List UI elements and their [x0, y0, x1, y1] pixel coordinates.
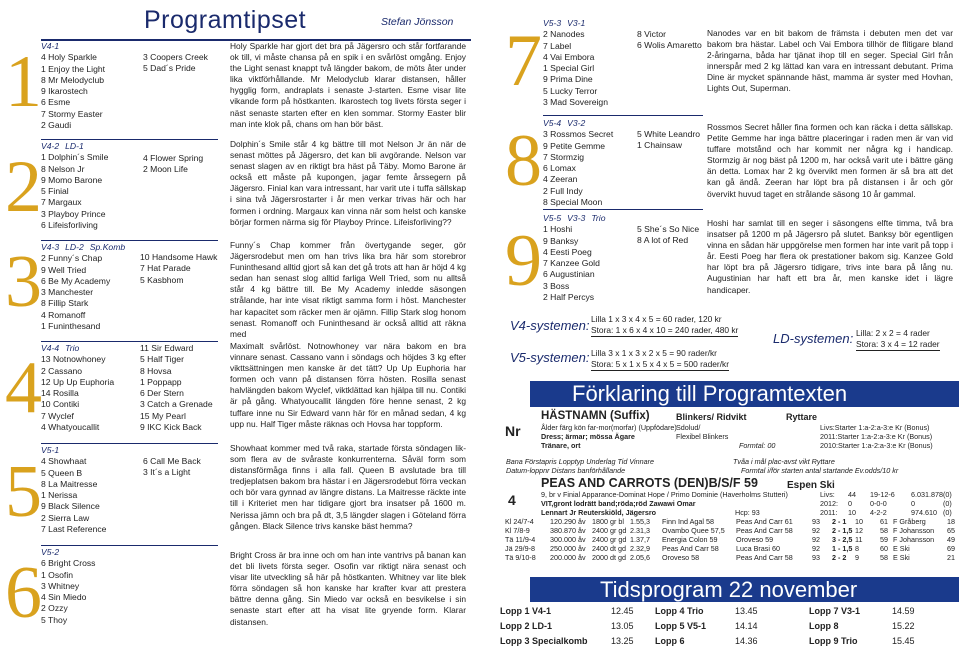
- horse-hcp: Hcp: 93: [735, 508, 760, 517]
- tip-horse: 7 Last Reference: [41, 524, 107, 535]
- race-game-type: V4-4: [41, 343, 60, 353]
- start-cell: 1800 gr bl: [592, 517, 624, 526]
- start-cell: E Ski: [893, 553, 910, 562]
- start-cell: 65: [947, 526, 955, 535]
- ld-large: Stora: 3 x 4 = 12 rader: [856, 339, 940, 351]
- expl-name: HÄSTNAMN (Suffix): [541, 410, 650, 422]
- tip-horse: 3 Whitney: [41, 580, 80, 591]
- start-cell: F Johansson: [893, 535, 935, 544]
- reserve-horse: 5 White Leandro: [637, 129, 701, 139]
- race-comment: Dolphin´s Smile står 4 kg bättre till mot Nelson Jr än när de senast möttes på Jägersro, det kan bli avgörande. Nelson var senast slagen av en riktigt bra häst på Täby. Momo Barone är också ett måste på kupongen, jagar femte årssegern på Jägersro. Finial kan vara intressant, har varit ute i tuffa sällskap i sina två Jägersrostarter i år men verkar trivas här och har formen i ordning. Margaux kan vinna när som helst och kanske börjar formen närma sig för Playboy Prince. Lifeisforliving??: [230, 139, 466, 227]
- race-game-type: LD-2: [65, 242, 84, 252]
- tip-horse: 2 Funny´s Chap: [41, 253, 103, 264]
- reserve-horse: 3 Catch a Grenade: [140, 399, 213, 410]
- tip-horse: 7 Wyclef: [41, 410, 74, 421]
- race-number: 2: [5, 146, 42, 228]
- reserve-horse: 11 Sir Edward: [140, 343, 194, 353]
- tip-horse: 4 Showhaat: [41, 456, 87, 467]
- stat-cell: 0-0-0: [870, 499, 887, 508]
- expl-line2: Ålder färg kön far-mor(morfar) (Uppfödare): [541, 423, 677, 432]
- schedule-race: Lopp 4 Trio: [655, 606, 704, 616]
- expl-line2b: Sdolud/: [676, 423, 701, 432]
- tip-horse: 7 Stormzig: [543, 151, 585, 162]
- race-6: [41, 547, 95, 626]
- reserve-horse: 6 Wolis Amaretto: [637, 40, 702, 51]
- tip-horse: 2 Half Percys: [543, 292, 595, 303]
- start-cell: Kl 24/7-4: [505, 517, 534, 526]
- race-header: [543, 213, 611, 224]
- schedule-race: Lopp 7 V3-1: [809, 606, 861, 616]
- tip-horse: 7 Label: [543, 40, 572, 51]
- start-cell: 1.55,3: [630, 517, 650, 526]
- reserve-horse: 5 She´s So Nice: [637, 224, 700, 234]
- tip-horse: 3 Rossmos Secret: [543, 129, 614, 140]
- start-cell: Oroveso 58: [662, 553, 700, 562]
- reserve-horse: 4 Flower Spring: [143, 153, 204, 163]
- start-cell: 120.290 åv: [550, 517, 586, 526]
- horse-line2: 9, br v Finial Apparance-Dominat Hope / Primo Dominie (Haverholms Stutteri): [541, 490, 788, 499]
- expl-header1: Bana Förstapris Lopptyp Underlag Tid Vinnare: [506, 457, 655, 466]
- schedule-banner: Tidsprogram 22 november: [530, 577, 959, 602]
- tip-horse: 2 Cassano: [41, 365, 83, 376]
- race-3-reserves: [140, 252, 217, 286]
- v4-systems-label: V4-systemen:: [510, 318, 590, 333]
- start-cell: 10: [855, 517, 863, 526]
- reserve-horse: 9 IKC Kick Back: [140, 422, 202, 433]
- race-divider: [41, 545, 218, 546]
- race-game-type: V3-3: [567, 213, 586, 223]
- page-title: Programtipset: [144, 6, 307, 34]
- ld-systems-label: LD-systemen:: [773, 331, 854, 346]
- start-cell: 92: [812, 526, 820, 535]
- start-cell: 3 - 2,5: [832, 535, 853, 544]
- reserve-horse: 6 Call Me Back: [143, 456, 201, 466]
- tip-horse: 1 Osofin: [41, 569, 74, 580]
- tip-horse: 5 Lucky Terror: [543, 85, 598, 96]
- horse-line3: VIT,gront lodrätt band;röda;röd Zawawi Omar: [541, 499, 696, 508]
- tip-horse: 6 Be My Academy: [41, 275, 111, 286]
- expl-line3b: Flexibel Blinkers: [676, 432, 729, 441]
- race-divider: [543, 115, 703, 116]
- expl-header1b: Tvåa i mål plac-avst vikt Ryttare: [733, 457, 835, 466]
- stat-cell: (0): [943, 508, 952, 517]
- expl-line4c: 2010:Starter 1:a-2:a-3:e Kr (Bonus): [820, 441, 933, 450]
- start-cell: Ovambo Quee 57,5: [662, 526, 725, 535]
- expl-header2b: Formtal i/för starten antal startande Ev.odds/10 kr: [741, 466, 899, 475]
- race-7-reserves: [637, 29, 702, 52]
- tip-horse: 5 Finial: [41, 186, 69, 197]
- v5-small: Lilla 3 x 1 x 3 x 2 x 5 = 90 rader/kr: [591, 348, 717, 358]
- expl-line3: Dress; ärmar; mössa Ägare: [541, 432, 635, 441]
- race-game-type: LD-1: [65, 141, 84, 151]
- race-5-reserves: [143, 456, 201, 479]
- schedule-race: Lopp 6: [655, 636, 685, 646]
- race-header: [41, 242, 131, 253]
- stat-cell: 0: [848, 499, 852, 508]
- start-cell: 2.31,3: [630, 526, 650, 535]
- race-comment: Holy Sparkle har gjort det bra på Jägersro och står fortfarande ok till, vi måste chansa på en spik i en svårlöst omgång. Enjoy the Light senast knappt två längder bakom, de möts åter under lika viktförhållande. Mr Melodyclub klarar distansen, håller hygglig form, andraplats i senaste J-starten. Esme visar lite vikande form på höstkanten. Ikarostech tog livets första seger i näst senaste starten efter en klen sommar. Stormy Easter blir man inte klok på, chans om han bör bäst.: [230, 41, 466, 129]
- tip-horse: 3 Mad Sovereign: [543, 97, 608, 108]
- tip-horse: 9 Banksy: [543, 235, 579, 246]
- tip-horse: 7 Kanzee Gold: [543, 258, 600, 269]
- start-cell: F Gråberg: [893, 517, 926, 526]
- reserve-horse: 1 Chainsaw: [637, 140, 682, 151]
- schedule-time: 14.14: [735, 621, 758, 631]
- tip-horse: 9 Black Silence: [41, 501, 100, 512]
- start-cell: Tä 11/9-4: [505, 535, 536, 544]
- race-game-type: V5-1: [41, 445, 60, 455]
- start-cell: 1 - 1,5: [832, 544, 853, 553]
- race-game-type: V5-3: [543, 18, 562, 28]
- start-cell: Tä 9/10-8: [505, 553, 536, 562]
- tip-horse: 5 Thoy: [41, 614, 68, 625]
- tip-horse: 8 Special Moon: [543, 197, 603, 208]
- schedule-time: 14.36: [735, 636, 758, 646]
- race-header: [41, 445, 106, 456]
- race-number: 3: [5, 241, 42, 323]
- start-cell: 2.05,6: [630, 553, 650, 562]
- tip-horse: 14 Rosilla: [41, 388, 79, 399]
- tip-horse: 9 Prima Dine: [543, 74, 593, 85]
- tip-horse: 3 Playboy Prince: [41, 208, 106, 219]
- tip-horse: 6 Esme: [41, 97, 71, 108]
- race-number: 9: [505, 220, 542, 302]
- start-cell: Jä 29/9-8: [505, 544, 535, 553]
- tip-horse: 8 Fillip Stark: [41, 298, 89, 309]
- race-comment: Funny´s Chap kommer från övertygande seger, gör Jägersrodebut men om han trivs lika bra här som storebror Funinthesand alltid gjort så kan det gå trots att han är höjd 4 kg sedan han senast slog alltid farliga Well Tried, som nu alltså står 4 kg bättre till. Be My Academy inledde säsongen strålande, har inte visat riktigt samma form i höst. Manchester har kapacitet som räcker men är ojämn. Fillip Stark slog honom senast. Romanoff och Funinthesand är också alltid att räkna med: [230, 240, 466, 339]
- race-divider: [41, 341, 218, 342]
- race-9: [543, 213, 611, 303]
- race-divider: [41, 139, 218, 140]
- race-7: [543, 18, 608, 108]
- stat-cell: (0): [943, 490, 952, 499]
- race-1: [41, 41, 105, 131]
- expl-line2c: Livs:Starter 1:a-2:a-3:e Kr (Bonus): [820, 423, 930, 432]
- tip-horse: 9 Petite Gemme: [543, 140, 606, 151]
- horse-name: PEAS AND CARROTS (DEN)B/S/F 59: [541, 476, 758, 490]
- tip-horse: 1 Dolphin´s Smile: [41, 152, 109, 163]
- stat-cell: 2011:: [820, 508, 838, 517]
- start-cell: 2000 dt gd: [592, 553, 626, 562]
- start-cell: Peas And Carr 61: [736, 517, 793, 526]
- schedule-race: Lopp 9 Trio: [809, 636, 858, 646]
- race-header: [41, 141, 108, 152]
- race-comment: Showhaat kommer med två raka, startade första söndagen lik-som flera av de svåraste konkurrenterna. Såväl form som distansförmåga finns i alla fall. Queen B avslutade bra till tredjeplatsen bakom bra hästar i en Jägersrodebut förra veckan och bör vara gynnad av längre distans. La Maitresse räckte inte till i Kriteriet men har tidigare gjort bra insatser på 1600 m. Nerissa jämn och bra på dt, 3,5 längder slagen i Göteland förra gången. Black Silence trivs kanske bäst hemma?: [230, 443, 466, 531]
- start-cell: 380.870 åv: [550, 526, 586, 535]
- race-game-type: Trio: [65, 343, 80, 353]
- start-cell: 1.37,7: [630, 535, 650, 544]
- stat-cell: 6.031.878: [911, 490, 943, 499]
- reserve-horse: 5 Dad´s Pride: [143, 63, 196, 74]
- start-cell: 61: [880, 517, 888, 526]
- stat-cell: 44: [848, 490, 856, 499]
- start-cell: 2400 gr gd: [592, 526, 627, 535]
- schedule-time: 13.45: [735, 606, 758, 616]
- start-cell: 59: [880, 535, 888, 544]
- race-comment: Bright Cross är bra inne och om han inte vantrivs på banan kan det bli livets första seger. Osofin var riktigt nära senast och visar lite utveckling så här på höstkanten. Whitney var lite blek förra söndagen så hon kanske har krafter kvar att prestera bättre denna gång. Sin Miedo var också en besvikelse i sin senaste start efter att ha visat lite gryende form. Klarar distansen.: [230, 550, 466, 627]
- start-cell: Kl 7/8-9: [505, 526, 530, 535]
- start-cell: 2400 gr gd: [592, 535, 627, 544]
- race-comment: Rossmos Secret håller fina formen och kan räcka i detta sällskap. Petite Gemme har inga bättre placeringar i raden men är van vid tuffare motstånd och har kommit ner några kg i handicap. Stormzig är nog bäst på 1200 m, har också varit ute i bättre gäng än detta. Lomax har 2 kg övervikt men formen är så bra att det kan gå ändå. Zeeran har löpt bra på distansen i år och gör övervikt huvud taget en strålande säsong 10 år gammal.: [707, 122, 953, 199]
- tip-horse: 6 Lifeisforliving: [41, 220, 98, 231]
- v5-systems-label: V5-systemen:: [510, 350, 590, 365]
- tip-horse: 2 Ozzy: [41, 603, 68, 614]
- expl-header2: Datum-loppnr Distans banförhållande: [506, 466, 626, 475]
- race-comment: Hoshi har samlat till en seger i säsongens elfte timma, två bra insatser på 1200 m på Jägersro på slutet. Banksy bör egentligen vinna en sådan här uppgörelse men formen har inte varit på topp i år. Eesti Poeg har flera ok prestationer bakom sig. Kanzee Gold har löpt bra på Jägersro tidigare, trivs inte bara på lång nu. Augustinian har haft ett bra år, men kanske idet i lägre handicaper.: [707, 218, 953, 295]
- tip-horse: 8 Mr Melodyclub: [41, 74, 105, 85]
- tip-horse: 9 Well Tried: [41, 264, 87, 275]
- race-number: 8: [505, 120, 542, 202]
- schedule-time: 12.45: [611, 606, 634, 616]
- start-cell: 2.32,9: [630, 544, 650, 553]
- explanation-banner: Förklaring till Programtexten: [530, 381, 959, 407]
- start-cell: E Ski: [893, 544, 910, 553]
- start-cell: 12: [855, 526, 863, 535]
- race-1-reserves: [143, 52, 208, 75]
- race-number: 7: [505, 20, 542, 102]
- tip-horse: 9 Ikarostech: [41, 86, 88, 97]
- tip-horse: 4 Romanoff: [41, 309, 86, 320]
- stat-cell: 10: [848, 508, 856, 517]
- race-game-type: V3-1: [567, 18, 586, 28]
- race-comment: Nanodes var en bit bakom de främsta i debuten men det var bakom bra hästar. Label och Vai Embora tillhör de flitigare bland 2-åringarna, båda har tjänat ihop till en seger. Special Girl från innerspår med 2 kg lättad kan vara en intressant debutant. Prima Dine är mycket spännande häst, mamma är syster med Hovhan, Lights Out, Superman.: [707, 28, 953, 94]
- schedule-time: 13.05: [611, 621, 634, 631]
- tip-horse: 3 Boss: [543, 280, 570, 291]
- race-divider: [41, 443, 218, 444]
- expl-line3c: 2011:Starter 1:a-2:a-3:e Kr (Bonus): [820, 432, 933, 441]
- race-game-type: V4-1: [41, 41, 60, 51]
- stat-cell: 0: [911, 499, 915, 508]
- race-game-type: V3-2: [567, 118, 586, 128]
- start-cell: 9: [855, 553, 859, 562]
- tip-horse: 8 Nelson Jr: [41, 163, 85, 174]
- reserve-horse: 8 Victor: [637, 29, 666, 39]
- start-cell: 8: [855, 544, 859, 553]
- start-cell: Peas And Carr 58: [662, 544, 719, 553]
- author: Stefan Jönsson: [381, 16, 454, 28]
- reserve-horse: 6 Der Stern: [140, 388, 184, 399]
- tip-horse: 6 Lomax: [543, 163, 576, 174]
- horse-line4: Lennart Jr Reuterskiöld, Jägersro: [541, 508, 657, 517]
- reserve-horse: 5 Half Tiger: [140, 354, 184, 365]
- reserve-horse: 8 Hovsa: [140, 365, 172, 376]
- start-cell: Peas And Carr 58: [736, 526, 793, 535]
- start-cell: 60: [880, 544, 888, 553]
- schedule-time: 15.45: [892, 636, 915, 646]
- race-game-type: V5-5: [543, 213, 562, 223]
- tip-horse: 4 Zeeran: [543, 174, 578, 185]
- race-number: 1: [5, 41, 42, 123]
- tip-horse: 1 Funinthesand: [41, 321, 101, 332]
- tip-horse: 4 Whatyoucallit: [41, 422, 100, 433]
- horse-rider: Espen Ski: [787, 480, 835, 491]
- tip-horse: 7 Stormy Easter: [41, 108, 103, 119]
- reserve-horse: 3 It´s a Light: [143, 467, 191, 478]
- start-cell: 2 - 1,5: [832, 526, 853, 535]
- reserve-horse: 3 Coopers Creek: [143, 52, 208, 62]
- expl-rider: Ryttare: [786, 412, 818, 422]
- reserve-horse: 1 Poppapp: [140, 376, 182, 387]
- tip-horse: 2 Gaudi: [41, 120, 72, 131]
- tip-horse: 2 Full Indy: [543, 185, 583, 196]
- start-cell: 11: [855, 535, 863, 544]
- race-9-reserves: [637, 224, 699, 247]
- start-cell: 2400 dt gd: [592, 544, 626, 553]
- start-cell: Luca Brasi 60: [736, 544, 780, 553]
- start-cell: 93: [812, 553, 820, 562]
- schedule-race: Lopp 1 V4-1: [500, 606, 552, 616]
- nr-label: Nr: [505, 423, 521, 439]
- race-4-reserves: [140, 343, 213, 433]
- race-game-type: V5-2: [41, 547, 60, 557]
- tip-horse: 2 Sierra Law: [41, 512, 90, 523]
- race-header: [41, 41, 105, 52]
- race-8-reserves: [637, 129, 700, 152]
- race-8: [543, 118, 613, 208]
- race-game-type: Trio: [591, 213, 606, 223]
- v4-large: Stora: 1 x 6 x 4 x 10 = 240 rader, 480 kr: [591, 325, 738, 337]
- tip-horse: 6 Augustinian: [543, 269, 595, 280]
- reserve-horse: 10 Handsome Hawk: [140, 252, 218, 262]
- start-cell: 92: [812, 544, 820, 553]
- start-cell: 250.000 åv: [550, 544, 586, 553]
- stat-cell: 19-12-6: [870, 490, 895, 499]
- race-header: [543, 118, 613, 129]
- start-cell: 21: [947, 553, 955, 562]
- race-3: [41, 242, 131, 332]
- schedule-race: Lopp 3 Specialkomb: [500, 636, 588, 646]
- tip-horse: 8 La Maitresse: [41, 478, 98, 489]
- v4-small: Lilla 1 x 3 x 4 x 5 = 60 rader, 120 kr: [591, 314, 722, 324]
- tip-horse: 7 Margaux: [41, 197, 82, 208]
- race-divider: [543, 209, 703, 210]
- tip-horse: 4 Vai Embora: [543, 51, 595, 62]
- start-cell: 58: [880, 526, 888, 535]
- race-game-type: V4-3: [41, 242, 60, 252]
- schedule-time: 15.22: [892, 621, 915, 631]
- start-cell: 2 - 1: [832, 517, 847, 526]
- start-cell: Peas And Carr 58: [736, 553, 793, 562]
- stat-cell: 2012:: [820, 499, 838, 508]
- race-number: 6: [5, 552, 42, 634]
- tip-horse: 2 Nanodes: [543, 29, 585, 40]
- start-cell: Oroveso 59: [736, 535, 774, 544]
- reserve-horse: 15 My Pearl: [140, 410, 186, 421]
- stat-cell: 974.610: [911, 508, 937, 517]
- expl-line4: Tränare, ort: [541, 441, 581, 450]
- reserve-horse: 7 Hat Parade: [140, 263, 191, 274]
- start-cell: 69: [947, 544, 955, 553]
- stat-cell: Livs:: [820, 490, 835, 499]
- race-2-reserves: [143, 153, 203, 176]
- reserve-horse: 8 A lot of Red: [637, 235, 689, 246]
- tip-horse: 1 Enjoy the Light: [41, 63, 106, 74]
- ld-small: Lilla: 2 x 2 = 4 rader: [856, 328, 930, 338]
- tip-horse: 4 Holy Sparkle: [41, 52, 97, 63]
- tip-horse: 3 Manchester: [41, 287, 94, 298]
- tip-horse: 1 Nerissa: [41, 490, 78, 501]
- start-cell: 200.000 åv: [550, 553, 586, 562]
- reserve-horse: 5 Kasbhom: [140, 274, 184, 285]
- race-number: 5: [5, 451, 42, 533]
- tip-horse: 1 Hoshi: [543, 224, 573, 235]
- v5-large: Stora: 5 x 1 x 5 x 4 x 5 = 500 rader/kr: [591, 359, 729, 371]
- start-cell: 93: [812, 517, 820, 526]
- tip-horse: 6 Bright Cross: [41, 558, 96, 569]
- schedule-time: 14.59: [892, 606, 915, 616]
- expl-blinkers: Blinkers/ Ridvikt: [676, 412, 747, 422]
- race-game-type: V5-4: [543, 118, 562, 128]
- tip-horse: 13 Notnowhoney: [41, 354, 106, 365]
- start-cell: Finn Ind Agal 58: [662, 517, 714, 526]
- start-cell: 2 - 2: [832, 553, 847, 562]
- race-header: [543, 18, 608, 29]
- race-5: [41, 445, 106, 535]
- race-game-type: V4-2: [41, 141, 60, 151]
- race-game-type: Sp.Komb: [89, 242, 126, 252]
- horse-nr: 4: [508, 492, 516, 508]
- start-cell: 92: [812, 535, 820, 544]
- race-header: [41, 547, 95, 558]
- race-comment: Maximalt svårlöst. Notnowhoney var nära bakom en bra vinnare senast. Cassano vann i söndags och höjdes 3 kg efter vikttsättningen men kanske är det tätt? Up Up Euphoria har formen och vann på distansen förra hösten. Rosilla senast halvlängden bakom Wyclef, viktklättad kan hjälpa till nu. Contiki är på gång. Whatyoucallit längden före henne senast, 2 kg tuffare inne nu Sir Edward vann här för en månad sedan, 4 kg upp nu. Half Tiger måste räknas och Hovsa har toppform.: [230, 341, 466, 429]
- start-cell: 18: [947, 517, 955, 526]
- schedule-race: Lopp 5 V5-1: [655, 621, 707, 631]
- race-4: [41, 343, 114, 433]
- tip-horse: 9 Momo Barone: [41, 174, 103, 185]
- race-divider: [41, 240, 218, 241]
- schedule-time: 13.25: [611, 636, 634, 646]
- start-cell: 300.000 åv: [550, 535, 586, 544]
- start-cell: 58: [880, 553, 888, 562]
- tip-horse: 5 Queen B: [41, 467, 83, 478]
- race-header: [41, 343, 114, 354]
- start-cell: Energia Colon 59: [662, 535, 718, 544]
- stat-cell: (0): [943, 499, 952, 508]
- start-cell: F Johansson: [893, 526, 935, 535]
- tip-horse: 4 Sin Miedo: [41, 592, 87, 603]
- stat-cell: 4-2-2: [870, 508, 887, 517]
- tip-horse: 10 Contiki: [41, 399, 80, 410]
- expl-line4b: Formtal: 00: [739, 441, 776, 450]
- reserve-horse: 2 Moon Life: [143, 164, 188, 175]
- schedule-race: Lopp 8: [809, 621, 839, 631]
- tip-horse: 4 Eesti Poeg: [543, 246, 592, 257]
- schedule-race: Lopp 2 LD-1: [500, 621, 552, 631]
- tip-horse: 1 Special Girl: [543, 63, 595, 74]
- start-cell: 49: [947, 535, 955, 544]
- race-number: 4: [5, 347, 42, 429]
- race-2: [41, 141, 108, 231]
- tip-horse: 12 Up Up Euphoria: [41, 376, 115, 387]
